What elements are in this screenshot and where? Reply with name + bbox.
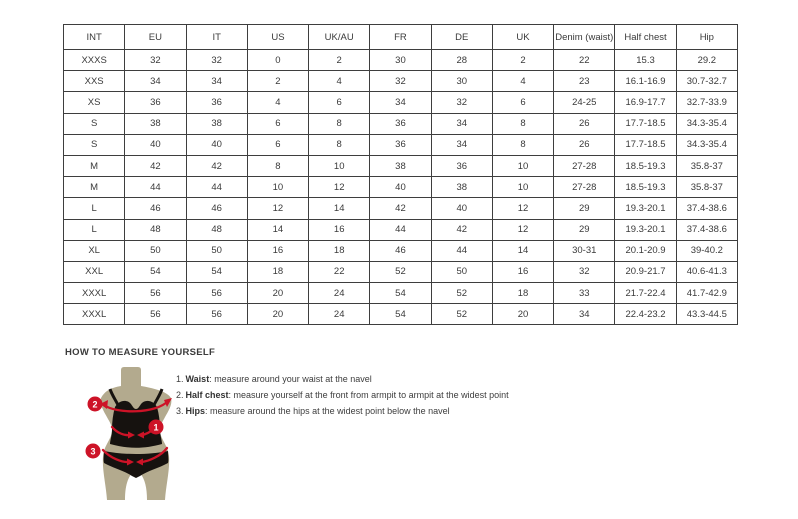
table-cell: 30-31 xyxy=(554,240,615,261)
table-cell: 42 xyxy=(431,219,492,240)
column-header: Half chest xyxy=(615,25,676,50)
table-cell: 18 xyxy=(309,240,370,261)
table-cell: 39-40.2 xyxy=(676,240,737,261)
table-cell: XXS xyxy=(64,71,125,92)
table-cell: 44 xyxy=(431,240,492,261)
table-cell: 22.4-23.2 xyxy=(615,304,676,325)
table-cell: 32.7-33.9 xyxy=(676,92,737,113)
table-cell: 18 xyxy=(492,283,553,304)
table-cell: 36 xyxy=(431,155,492,176)
table-cell: 50 xyxy=(125,240,186,261)
table-cell: 18.5-19.3 xyxy=(615,155,676,176)
instruction-term: Waist xyxy=(185,374,210,384)
table-cell: 56 xyxy=(186,304,247,325)
table-cell: 48 xyxy=(186,219,247,240)
column-header: DE xyxy=(431,25,492,50)
chest-badge-number: 2 xyxy=(92,399,98,410)
table-cell: 30 xyxy=(370,50,431,71)
table-row xyxy=(64,92,738,113)
instruction-text: : measure yourself at the front from armpit to armpit at the widest point xyxy=(228,389,509,400)
table-cell: 15.3 xyxy=(615,50,676,71)
table-cell: 42 xyxy=(186,155,247,176)
table-cell: 2 xyxy=(309,50,370,71)
table-cell: 35.8-37 xyxy=(676,155,737,176)
table-cell: 22 xyxy=(309,261,370,282)
table-cell: 12 xyxy=(492,219,553,240)
table-cell: 27-28 xyxy=(554,155,615,176)
table-cell: 20 xyxy=(492,304,553,325)
measure-instruction-waist xyxy=(176,374,596,384)
table-cell: 38 xyxy=(431,177,492,198)
table-row xyxy=(64,177,738,198)
table-cell: 20.9-21.7 xyxy=(615,261,676,282)
table-cell: 0 xyxy=(247,50,308,71)
table-cell: 48 xyxy=(125,219,186,240)
table-cell: 4 xyxy=(492,71,553,92)
table-cell: 44 xyxy=(125,177,186,198)
column-header: Hip xyxy=(676,25,737,50)
table-cell: 34 xyxy=(125,71,186,92)
waist-badge-number: 1 xyxy=(153,422,159,433)
table-cell: 20 xyxy=(247,304,308,325)
table-cell: XXXL xyxy=(64,304,125,325)
table-row xyxy=(64,50,738,71)
column-header: UK/AU xyxy=(309,25,370,50)
table-cell: 16.9-17.7 xyxy=(615,92,676,113)
table-cell: 4 xyxy=(309,71,370,92)
table-row xyxy=(64,134,738,155)
table-row xyxy=(64,240,738,261)
table-cell: 8 xyxy=(309,134,370,155)
table-cell: XXL xyxy=(64,261,125,282)
table-cell: M xyxy=(64,177,125,198)
table-cell: 34 xyxy=(431,113,492,134)
table-cell: 29 xyxy=(554,198,615,219)
table-cell: XXXS xyxy=(64,50,125,71)
table-cell: 8 xyxy=(247,155,308,176)
instruction-number: 2. xyxy=(176,389,184,400)
table-header-row xyxy=(64,25,738,50)
table-cell: 17.7-18.5 xyxy=(615,134,676,155)
table-cell: 20 xyxy=(247,283,308,304)
table-cell: 29.2 xyxy=(676,50,737,71)
table-cell: 50 xyxy=(431,261,492,282)
table-cell: 56 xyxy=(125,304,186,325)
table-cell: 32 xyxy=(370,71,431,92)
table-cell: 40 xyxy=(431,198,492,219)
table-cell: 40 xyxy=(370,177,431,198)
size-table-body xyxy=(64,50,738,325)
table-cell: 24-25 xyxy=(554,92,615,113)
table-cell: 36 xyxy=(370,113,431,134)
table-cell: 54 xyxy=(370,304,431,325)
table-cell: 30 xyxy=(431,71,492,92)
column-header: FR xyxy=(370,25,431,50)
table-cell: 12 xyxy=(492,198,553,219)
table-cell: 2 xyxy=(492,50,553,71)
table-cell: 56 xyxy=(125,283,186,304)
table-cell: 19.3-20.1 xyxy=(615,219,676,240)
table-row xyxy=(64,304,738,325)
table-cell: 26 xyxy=(554,134,615,155)
table-row xyxy=(64,261,738,282)
table-cell: 36 xyxy=(186,92,247,113)
table-cell: 44 xyxy=(370,219,431,240)
table-cell: 34.3-35.4 xyxy=(676,113,737,134)
measure-instructions xyxy=(176,374,596,421)
table-cell: 38 xyxy=(370,155,431,176)
table-cell: 18.5-19.3 xyxy=(615,177,676,198)
table-cell: 18 xyxy=(247,261,308,282)
table-cell: 16 xyxy=(309,219,370,240)
column-header: Denim (waist) xyxy=(554,25,615,50)
table-cell: 8 xyxy=(492,134,553,155)
table-cell: M xyxy=(64,155,125,176)
table-cell: 42 xyxy=(125,155,186,176)
table-cell: 30.7-32.7 xyxy=(676,71,737,92)
table-cell: 32 xyxy=(554,261,615,282)
table-cell: 32 xyxy=(431,92,492,113)
instruction-term: Hips xyxy=(185,405,206,416)
column-header: EU xyxy=(125,25,186,50)
table-cell: 16 xyxy=(492,261,553,282)
measure-instruction-half-chest xyxy=(176,390,596,400)
table-cell: 10 xyxy=(492,177,553,198)
table-cell: 23 xyxy=(554,71,615,92)
table-cell: 26 xyxy=(554,113,615,134)
table-cell: 20.1-20.9 xyxy=(615,240,676,261)
table-cell: 24 xyxy=(309,304,370,325)
table-cell: S xyxy=(64,113,125,134)
table-cell: 2 xyxy=(247,71,308,92)
table-row xyxy=(64,155,738,176)
table-cell: 41.7-42.9 xyxy=(676,283,737,304)
table-cell: 4 xyxy=(247,92,308,113)
table-row xyxy=(64,283,738,304)
table-cell: 34 xyxy=(186,71,247,92)
table-cell: 8 xyxy=(309,113,370,134)
table-cell: 6 xyxy=(247,113,308,134)
table-cell: 42 xyxy=(370,198,431,219)
table-cell: 14 xyxy=(492,240,553,261)
table-cell: L xyxy=(64,219,125,240)
column-header: INT xyxy=(64,25,125,50)
table-cell: 10 xyxy=(492,155,553,176)
table-cell: 38 xyxy=(186,113,247,134)
table-cell: 8 xyxy=(492,113,553,134)
table-cell: 27-28 xyxy=(554,177,615,198)
table-row xyxy=(64,71,738,92)
instruction-term: Half chest xyxy=(185,389,229,400)
table-cell: 54 xyxy=(125,261,186,282)
table-cell: 19.3-20.1 xyxy=(615,198,676,219)
table-cell: 32 xyxy=(125,50,186,71)
table-cell: 16 xyxy=(247,240,308,261)
table-cell: 6 xyxy=(309,92,370,113)
table-cell: 46 xyxy=(370,240,431,261)
table-cell: XXXL xyxy=(64,283,125,304)
table-cell: 22 xyxy=(554,50,615,71)
table-cell: 56 xyxy=(186,283,247,304)
table-cell: 40 xyxy=(125,134,186,155)
table-cell: 40 xyxy=(186,134,247,155)
table-cell: 34 xyxy=(370,92,431,113)
table-cell: 46 xyxy=(125,198,186,219)
table-cell: 36 xyxy=(370,134,431,155)
table-cell: 28 xyxy=(431,50,492,71)
column-header: US xyxy=(247,25,308,50)
table-cell: S xyxy=(64,134,125,155)
table-cell: 10 xyxy=(247,177,308,198)
table-cell: L xyxy=(64,198,125,219)
table-cell: 43.3-44.5 xyxy=(676,304,737,325)
table-row xyxy=(64,113,738,134)
measure-section-heading: HOW TO MEASURE YOURSELF xyxy=(65,347,216,358)
table-cell: 36 xyxy=(125,92,186,113)
instruction-number: 3. xyxy=(176,405,184,416)
table-cell: 35.8-37 xyxy=(676,177,737,198)
table-cell: 37.4-38.6 xyxy=(676,198,737,219)
instruction-number: 1. xyxy=(176,374,184,384)
table-cell: 37.4-38.6 xyxy=(676,219,737,240)
table-cell: 29 xyxy=(554,219,615,240)
table-cell: 52 xyxy=(370,261,431,282)
instruction-text: : measure around the hips at the widest point below the navel xyxy=(205,405,450,416)
table-cell: 12 xyxy=(247,198,308,219)
table-cell: 52 xyxy=(431,283,492,304)
table-cell: 33 xyxy=(554,283,615,304)
table-row xyxy=(64,198,738,219)
table-cell: XL xyxy=(64,240,125,261)
table-cell: 54 xyxy=(186,261,247,282)
table-cell: 14 xyxy=(247,219,308,240)
table-cell: 52 xyxy=(431,304,492,325)
table-cell: 44 xyxy=(186,177,247,198)
measure-instruction-hips xyxy=(176,406,596,416)
table-cell: 34 xyxy=(431,134,492,155)
hips-badge-number: 3 xyxy=(90,446,96,457)
instruction-text: : measure around your waist at the navel xyxy=(209,374,372,384)
table-cell: 6 xyxy=(492,92,553,113)
size-table xyxy=(63,24,738,325)
table-cell: 38 xyxy=(125,113,186,134)
table-row xyxy=(64,219,738,240)
table-cell: 54 xyxy=(370,283,431,304)
table-cell: 24 xyxy=(309,283,370,304)
column-header: UK xyxy=(492,25,553,50)
table-cell: 10 xyxy=(309,155,370,176)
table-cell: 21.7-22.4 xyxy=(615,283,676,304)
table-cell: 40.6-41.3 xyxy=(676,261,737,282)
table-cell: 6 xyxy=(247,134,308,155)
table-cell: 34.3-35.4 xyxy=(676,134,737,155)
column-header: IT xyxy=(186,25,247,50)
table-cell: 46 xyxy=(186,198,247,219)
size-table-head xyxy=(64,25,738,50)
table-cell: 12 xyxy=(309,177,370,198)
table-cell: XS xyxy=(64,92,125,113)
table-cell: 16.1-16.9 xyxy=(615,71,676,92)
table-cell: 34 xyxy=(554,304,615,325)
table-cell: 32 xyxy=(186,50,247,71)
table-cell: 50 xyxy=(186,240,247,261)
table-cell: 17.7-18.5 xyxy=(615,113,676,134)
table-cell: 14 xyxy=(309,198,370,219)
